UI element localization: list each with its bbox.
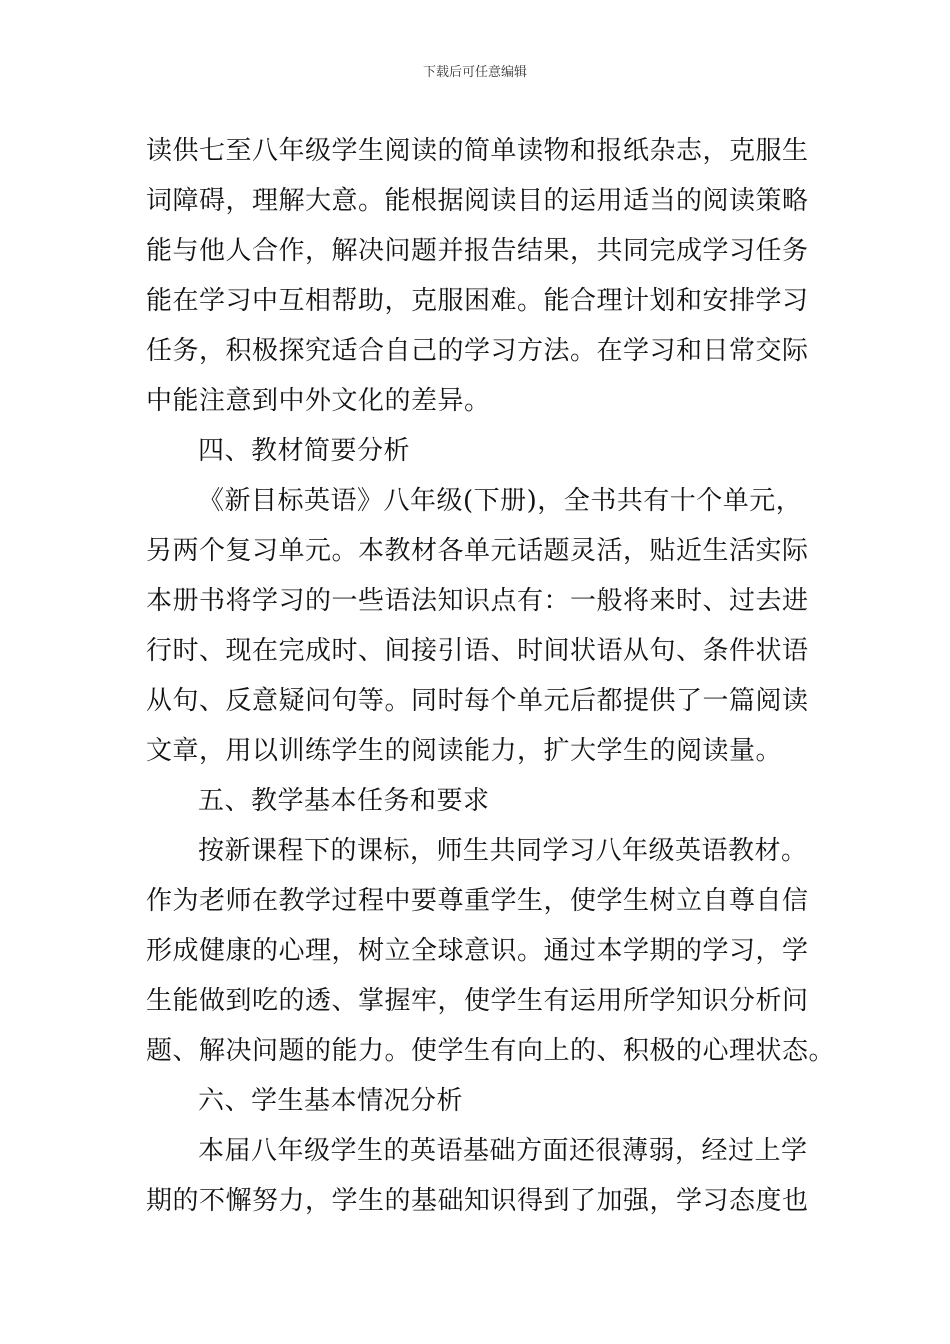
document-body — [146, 126, 836, 1226]
text-line: 六、学生基本情况分析 — [198, 1086, 464, 1116]
text-line: 本册书将学习的一些语法知识点有：一般将来时、过去进 — [146, 586, 809, 616]
text-line: 词障碍，理解大意。能根据阅读目的运用适当的阅读策略 — [146, 186, 809, 216]
text-line: 中能注意到中外文化的差异。 — [146, 386, 491, 416]
text-line: 读供七至八年级学生阅读的简单读物和报纸杂志，克服生 — [146, 136, 809, 166]
text-line: 生能做到吃的透、掌握牢，使学生有运用所学知识分析问 — [146, 986, 809, 1016]
text-line: 期的不懈努力，学生的基础知识得到了加强，学习态度也 — [146, 1186, 809, 1216]
text-line: 另两个复习单元。本教材各单元话题灵活，贴近生活实际 — [146, 536, 809, 566]
page-header: 下载后可任意编辑 — [422, 65, 527, 80]
text-line: 按新课程下的课标，师生共同学习八年级英语教材。 — [198, 836, 808, 866]
text-line: 本届八年级学生的英语基础方面还很薄弱，经过上学 — [198, 1136, 808, 1166]
text-line: 题、解决问题的能力。使学生有向上的、积极的心理状态。 — [146, 1036, 836, 1066]
text-line: 作为老师在教学过程中要尊重学生，使学生树立自尊自信 — [146, 886, 809, 916]
text-line: 能与他人合作，解决问题并报告结果，共同完成学习任务 — [146, 236, 809, 266]
text-line: 从句、反意疑问句等。同时每个单元后都提供了一篇阅读 — [146, 686, 809, 716]
text-line: 四、教材简要分析 — [198, 436, 411, 466]
text-line: 五、教学基本任务和要求 — [198, 786, 490, 816]
text-line: 任务，积极探究适合自己的学习方法。在学习和日常交际 — [146, 336, 809, 366]
text-line: 文章，用以训练学生的阅读能力，扩大学生的阅读量。 — [146, 736, 783, 766]
text-line: 《新目标英语》八年级(下册)，全书共有十个单元， — [198, 486, 803, 516]
text-line: 行时、现在完成时、间接引语、时间状语从句、条件状语 — [146, 636, 809, 666]
text-line: 形成健康的心理，树立全球意识。通过本学期的学习，学 — [146, 936, 809, 966]
text-line: 能在学习中互相帮助，克服困难。能合理计划和安排学习 — [146, 286, 809, 316]
